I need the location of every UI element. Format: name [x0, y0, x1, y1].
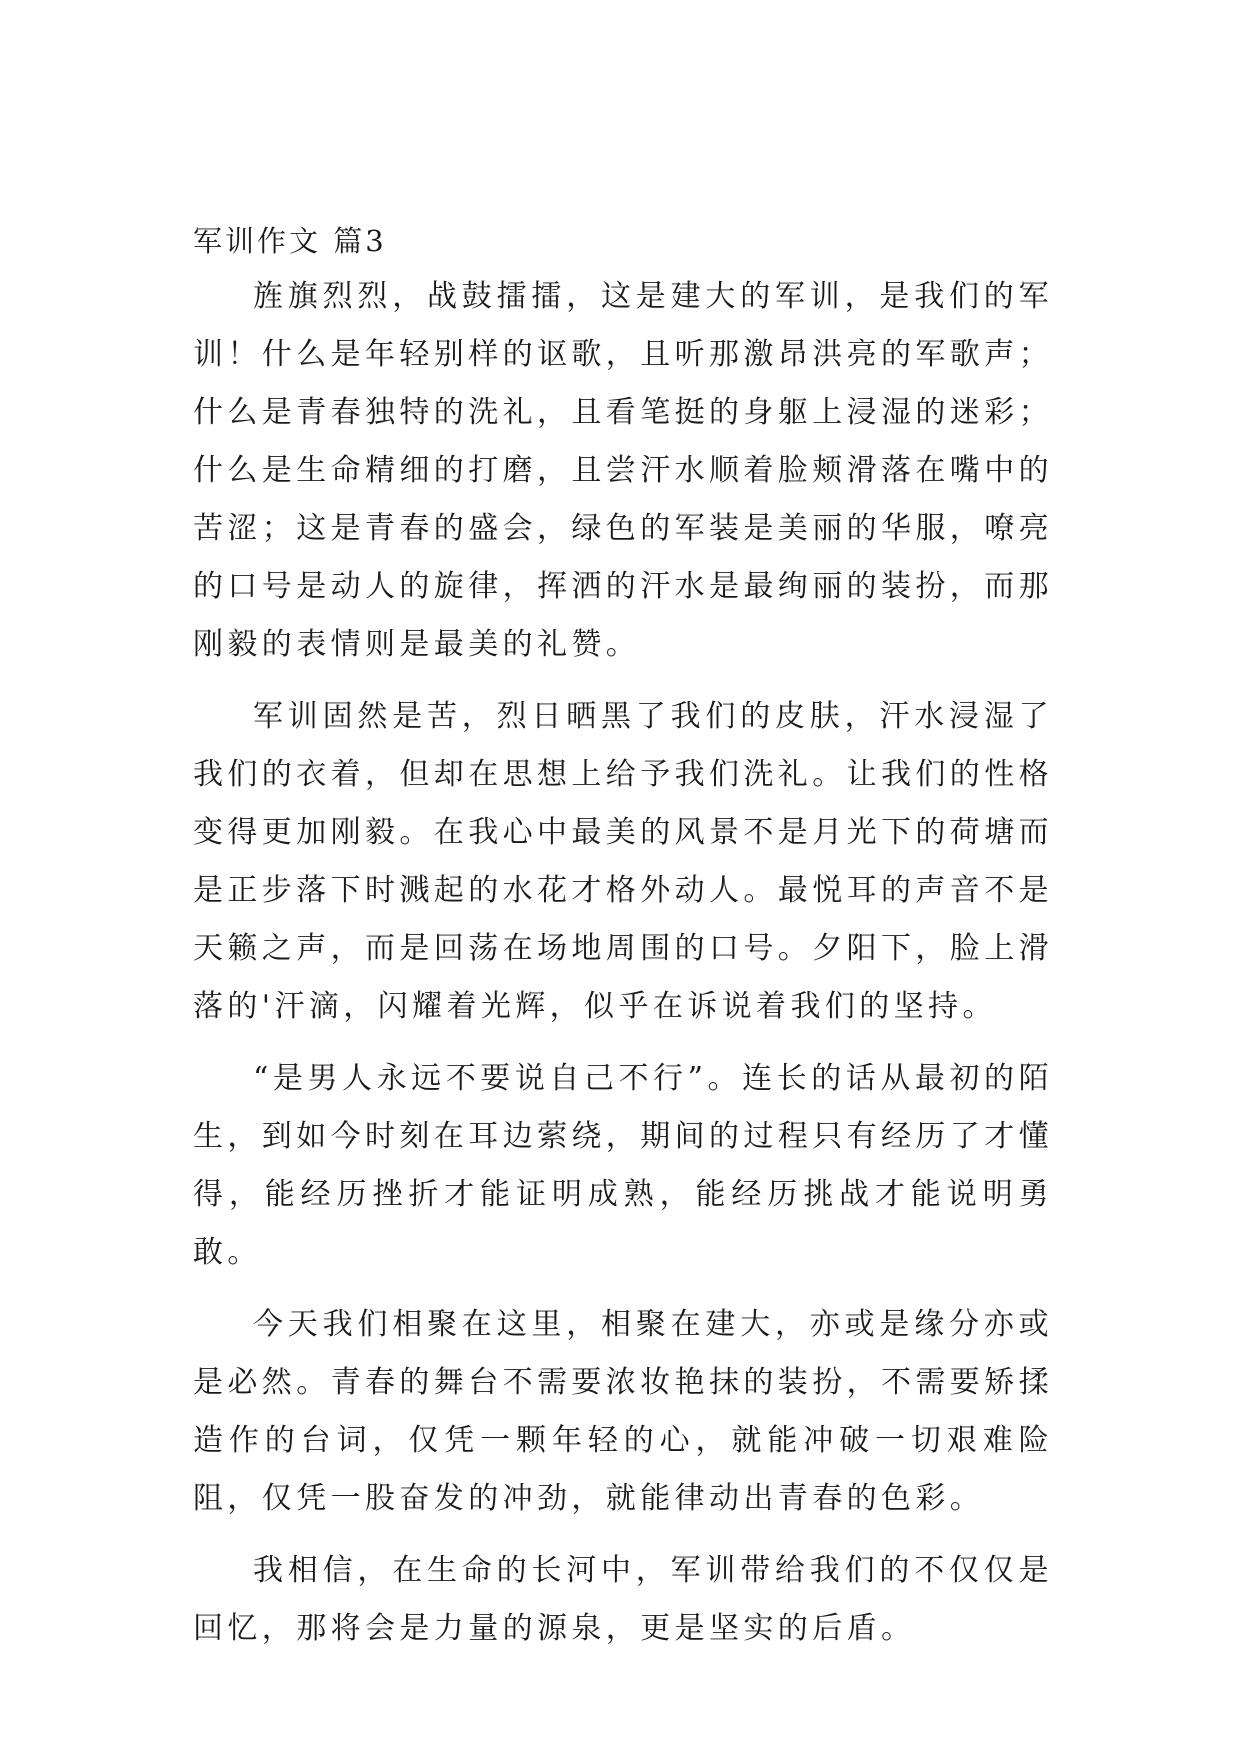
- paragraph-4: 今天我们相聚在这里，相聚在建大，亦或是缘分亦或是必然。青春的舞台不需要浓妆艳抹的装扮，不需要矫揉造作的台词，仅凭一颗年轻的心，就能冲破一切艰难险阻，仅凭一股奋发的冲劲，就能律动出青春的色彩。: [193, 1307, 1053, 1516]
- document-body: [193, 221, 1053, 1658]
- paragraph-2: 军训固然是苦，烈日晒黑了我们的皮肤，汗水浸湿了我们的衣着，但却在思想上给予我们洗礼。让我们的性格变得更加刚毅。在我心中最美的风景不是月光下的荷塘而是正步落下时溅起的水花才格外动人。最悦耳的声音不是天籁之声，而是回荡在场地周围的口号。夕阳下，脸上滑落的'汗滴，闪耀着光辉，似乎在诉说着我们的坚持。: [193, 699, 1053, 1024]
- document-title: 军训作文 篇3: [193, 224, 387, 258]
- paragraph-1: 旌旗烈烈，战鼓擂擂，这是建大的军训，是我们的军训！什么是年轻别样的讴歌，且听那激昂洪亮的军歌声；什么是青春独特的洗礼，且看笔挺的身躯上浸湿的迷彩；什么是生命精细的打磨，且尝汗水顺着脸颊滑落在嘴中的苦涩；这是青春的盛会，绿色的军装是美丽的华服，嘹亮的口号是动人的旋律，挥洒的汗水是最绚丽的装扮，而那刚毅的表情则是最美的礼赞。: [193, 279, 1053, 662]
- paragraph-5: 我相信，在生命的长河中，军训带给我们的不仅仅是回忆，那将会是力量的源泉，更是坚实的后盾。: [193, 1553, 1053, 1646]
- paragraph-3: “是男人永远不要说自己不行”。连长的话从最初的陌生，到如今时刻在耳边萦绕，期间的过程只有经历了才懂得，能经历挫折才能证明成熟，能经历挑战才能说明勇敢。: [193, 1061, 1053, 1270]
